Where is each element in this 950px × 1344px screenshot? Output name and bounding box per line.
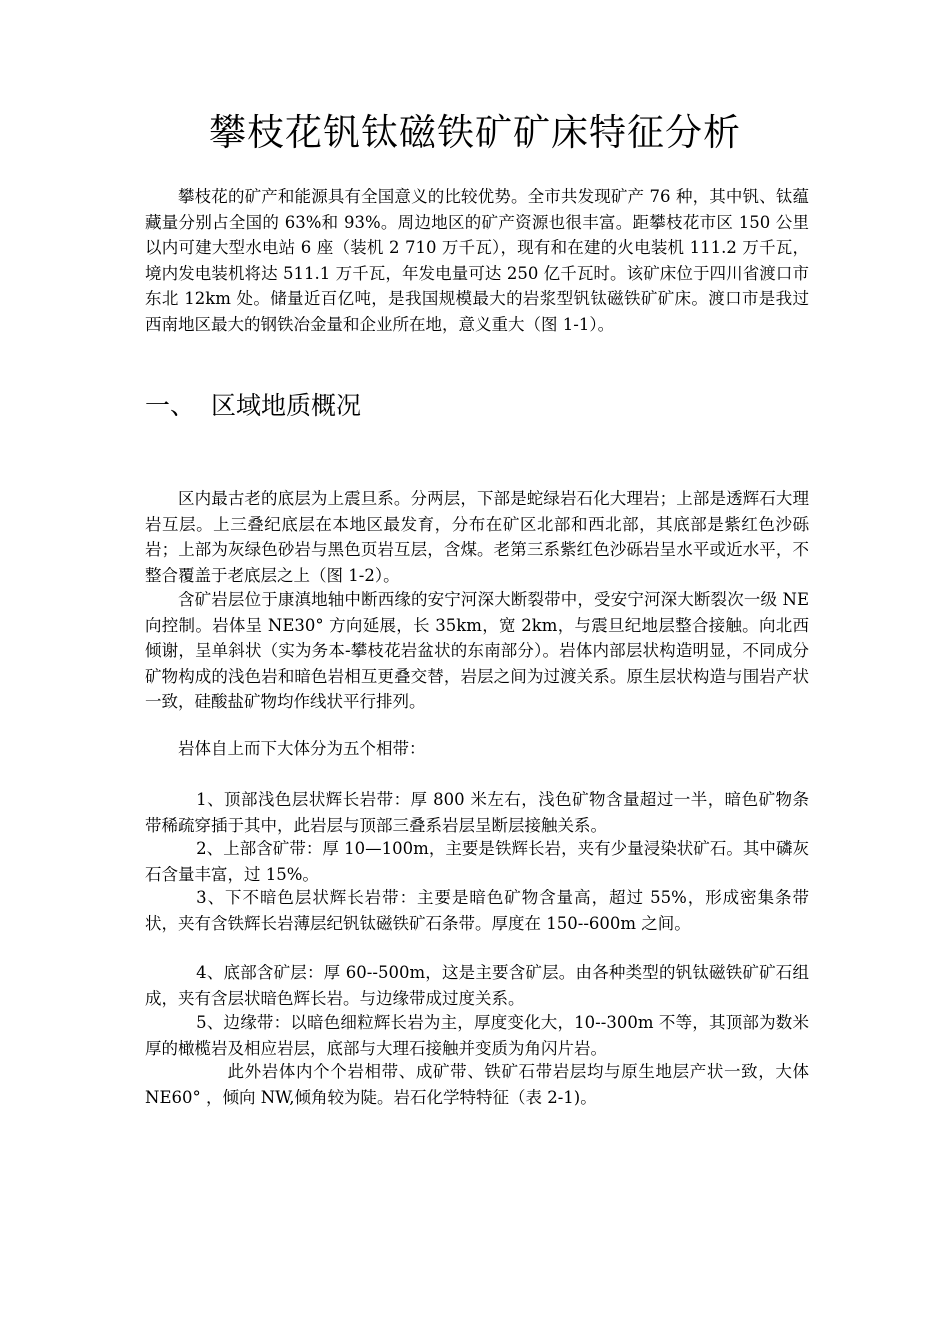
zone-item-4: 4、底部含矿层：厚 60--500m，这是主要含矿层。由各种类型的钒钛磁铁矿矿石组成，夹有含层状暗色辉长岩。与边缘带成过度关系。	[145, 963, 809, 1008]
zone-item-1: 1、顶部浅色层状辉长岩带：厚 800 米左右，浅色矿物含量超过一半，暗色矿物条带稀疏穿插于其中，此岩层与顶部三叠系岩层呈断层接触关系。	[145, 790, 809, 835]
intro-paragraph: 攀枝花的矿产和能源具有全国意义的比较优势。全市共发现矿产 76 种，其中钒、钛蕴藏量分别占全国的 63%和 93%。周边地区的矿产资源也很丰富。距攀枝花市区 150 公里以内可建大型水电站 6 座（装机 2 710 万千瓦），现有和在建的火电装机 111.2 万千瓦，境内发电装机将达 511.1 万千瓦，年发电量可达 250 亿千瓦时。该矿床位于四川省渡口市东北 12km 处。储量近百亿吨，是我国规模最大的岩浆型钒钛磁铁矿矿床。渡口市是我过西南地区最大的钢铁冶金量和企业所在地，意义重大（图 1-1）。	[145, 187, 809, 334]
section-heading	[145, 386, 361, 426]
zone-item-5: 5、边缘带：以暗色细粒辉长岩为主，厚度变化大，10--300m 不等，其顶部为数米厚的橄榄岩及相应岩层，底部与大理石接触并变质为角闪片岩。	[145, 1013, 809, 1058]
document-title: 攀枝花钒钛磁铁矿矿床特征分析	[209, 111, 741, 154]
zone-item-2: 2、上部含矿带：厚 10—100m，主要是铁辉长岩，夹有少量浸染状矿石。其中磷灰石含量丰富，过 15%。	[145, 839, 809, 884]
section-number: 一、	[145, 391, 196, 420]
paragraph-strata: 区内最古老的底层为上震旦系。分两层，下部是蛇绿岩石化大理岩；上部是透辉石大理岩互层。上三叠纪底层在本地区最发育，分布在矿区北部和西北部，其底部是紫红色沙砾岩；上部为灰绿色砂岩与黑色页岩互层，含煤。老第三系紫红色沙砾岩呈水平或近水平，不整合覆盖于老底层之上（图 1-2）。	[145, 489, 809, 585]
section-title: 区域地质概况	[211, 391, 362, 420]
paragraph-orientation: 此外岩体内个个岩相带、成矿带、铁矿石带岩层均与原生地层产状一致，大体 NE60° ，倾向 NW,倾角较为陡。岩石化学特特征（表 2-1)。	[145, 1062, 809, 1107]
paragraph-ore-layer: 含矿岩层位于康滇地轴中断西缘的安宁河深大断裂带中，受安宁河深大断裂次一级 NE 向控制。岩体呈 NE30° 方向延展，长 35km，宽 2km，与震旦纪地层整合接触。向北西倾谢，呈单斜状（实为务本-攀枝花岩盆状的东南部分）。岩体内部层状构造明显，不同成分矿物构成的浅色岩和暗色岩相互更叠交替，岩层之间为过渡关系。原生层状构造与围岩产状一致，硅酸盐矿物均作线状平行排列。	[145, 590, 809, 711]
zone-item-3: 3、下不暗色层状辉长岩带：主要是暗色矿物含量高，超过 55%，形成密集条带状，夹有含铁辉长岩薄层纪钒钛磁铁矿石条带。厚度在 150--600m 之间。	[145, 888, 809, 933]
paragraph-zones-intro: 岩体自上而下大体分为五个相带：	[178, 739, 426, 758]
